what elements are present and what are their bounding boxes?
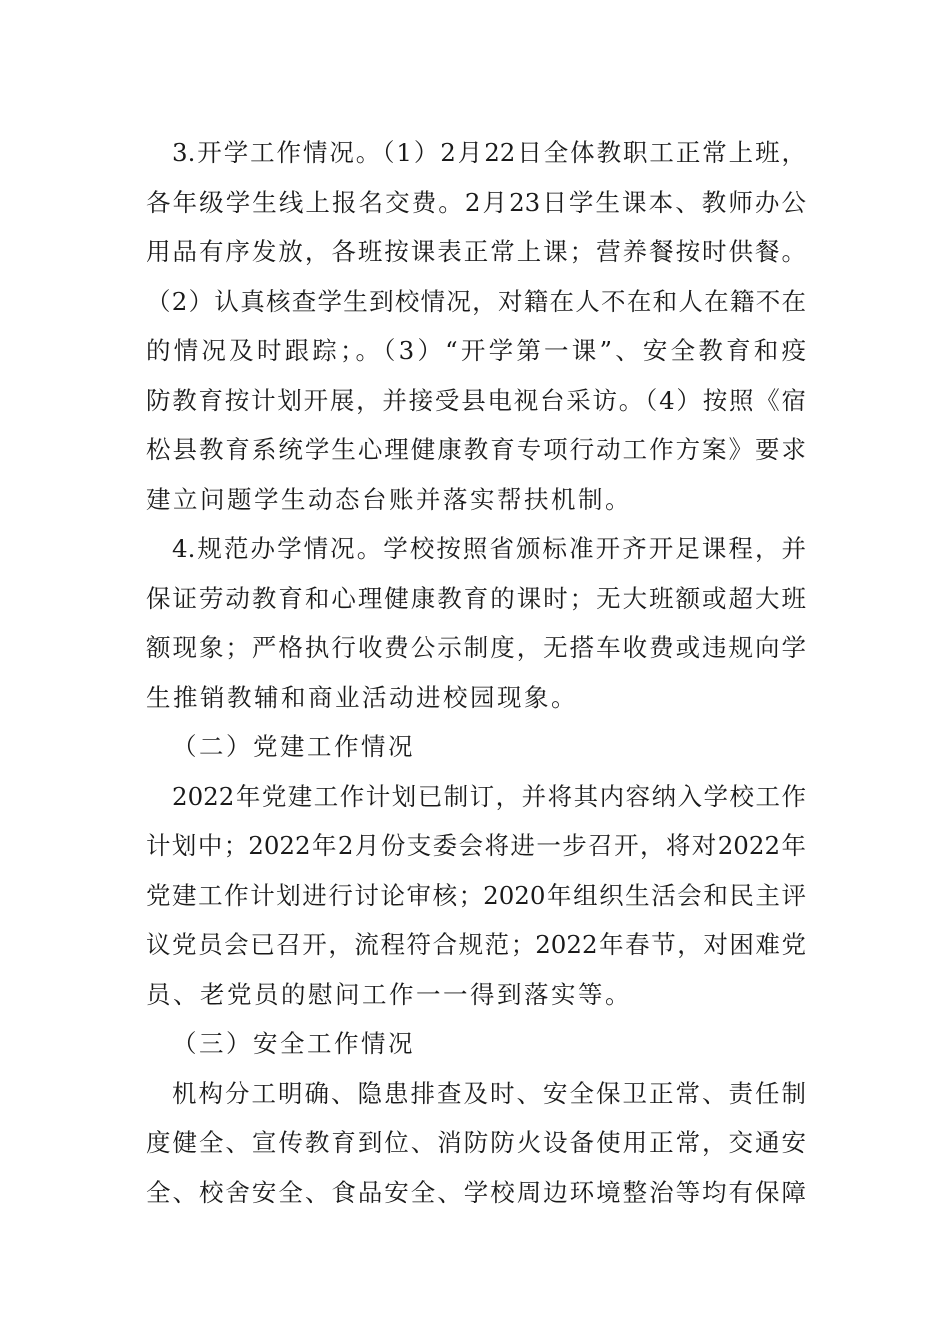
text-line-20: 机构分工明确、隐患排查及时、安全保卫正常、责任制 <box>172 1079 806 1108</box>
text-line-21: 度健全、宣传教育到位、消防防火设备使用正常，交通安 <box>146 1128 806 1157</box>
text-line-16: 党建工作计划进行讨论审核；2020年组织生活会和民主评 <box>146 881 806 910</box>
text-line-4: （2）认真核查学生到校情况，对籍在人不在和人在籍不在 <box>146 287 806 316</box>
text-line-8: 建立问题学生动态台账并落实帮扶机制。 <box>146 485 632 514</box>
text-line-5: 的情况及时跟踪；。（3）“开学第一课”、安全教育和疫 <box>146 336 806 365</box>
text-line-22: 全、校舍安全、食品安全、学校周边环境整治等均有保障 <box>146 1178 806 1207</box>
text-line-18: 员、老党员的慰问工作一一得到落实等。 <box>146 980 632 1009</box>
text-line-9: 4.规范办学情况。学校按照省颁标准开齐开足课程，并 <box>172 534 806 563</box>
text-line-7: 松县教育系统学生心理健康教育专项行动工作方案》要求 <box>146 435 806 464</box>
text-line-12: 生推销教辅和商业活动进校园现象。 <box>146 683 578 712</box>
text-line-2: 各年级学生线上报名交费。2月23日学生课本、教师办公 <box>146 188 806 217</box>
text-line-6: 防教育按计划开展，并接受县电视台采访。（4）按照《宿 <box>146 386 806 415</box>
text-line-15: 计划中；2022年2月份支委会将进一步召开，将对2022年 <box>146 831 806 860</box>
text-line-10: 保证劳动教育和心理健康教育的课时；无大班额或超大班 <box>146 584 806 613</box>
section-heading-safety: （三）安全工作情况 <box>172 1029 415 1058</box>
text-line-14: 2022年党建工作计划已制订，并将其内容纳入学校工作 <box>172 782 806 811</box>
text-line-17: 议党员会已召开，流程符合规范；2022年春节，对困难党 <box>146 930 806 959</box>
text-line-11: 额现象；严格执行收费公示制度，无搭车收费或违规向学 <box>146 633 806 662</box>
text-line-3: 用品有序发放，各班按课表正常上课；营养餐按时供餐。 <box>146 237 806 266</box>
text-line-1: 3.开学工作情况。（1）2月22日全体教职工正常上班， <box>172 138 806 167</box>
section-heading-party: （二）党建工作情况 <box>172 732 415 761</box>
